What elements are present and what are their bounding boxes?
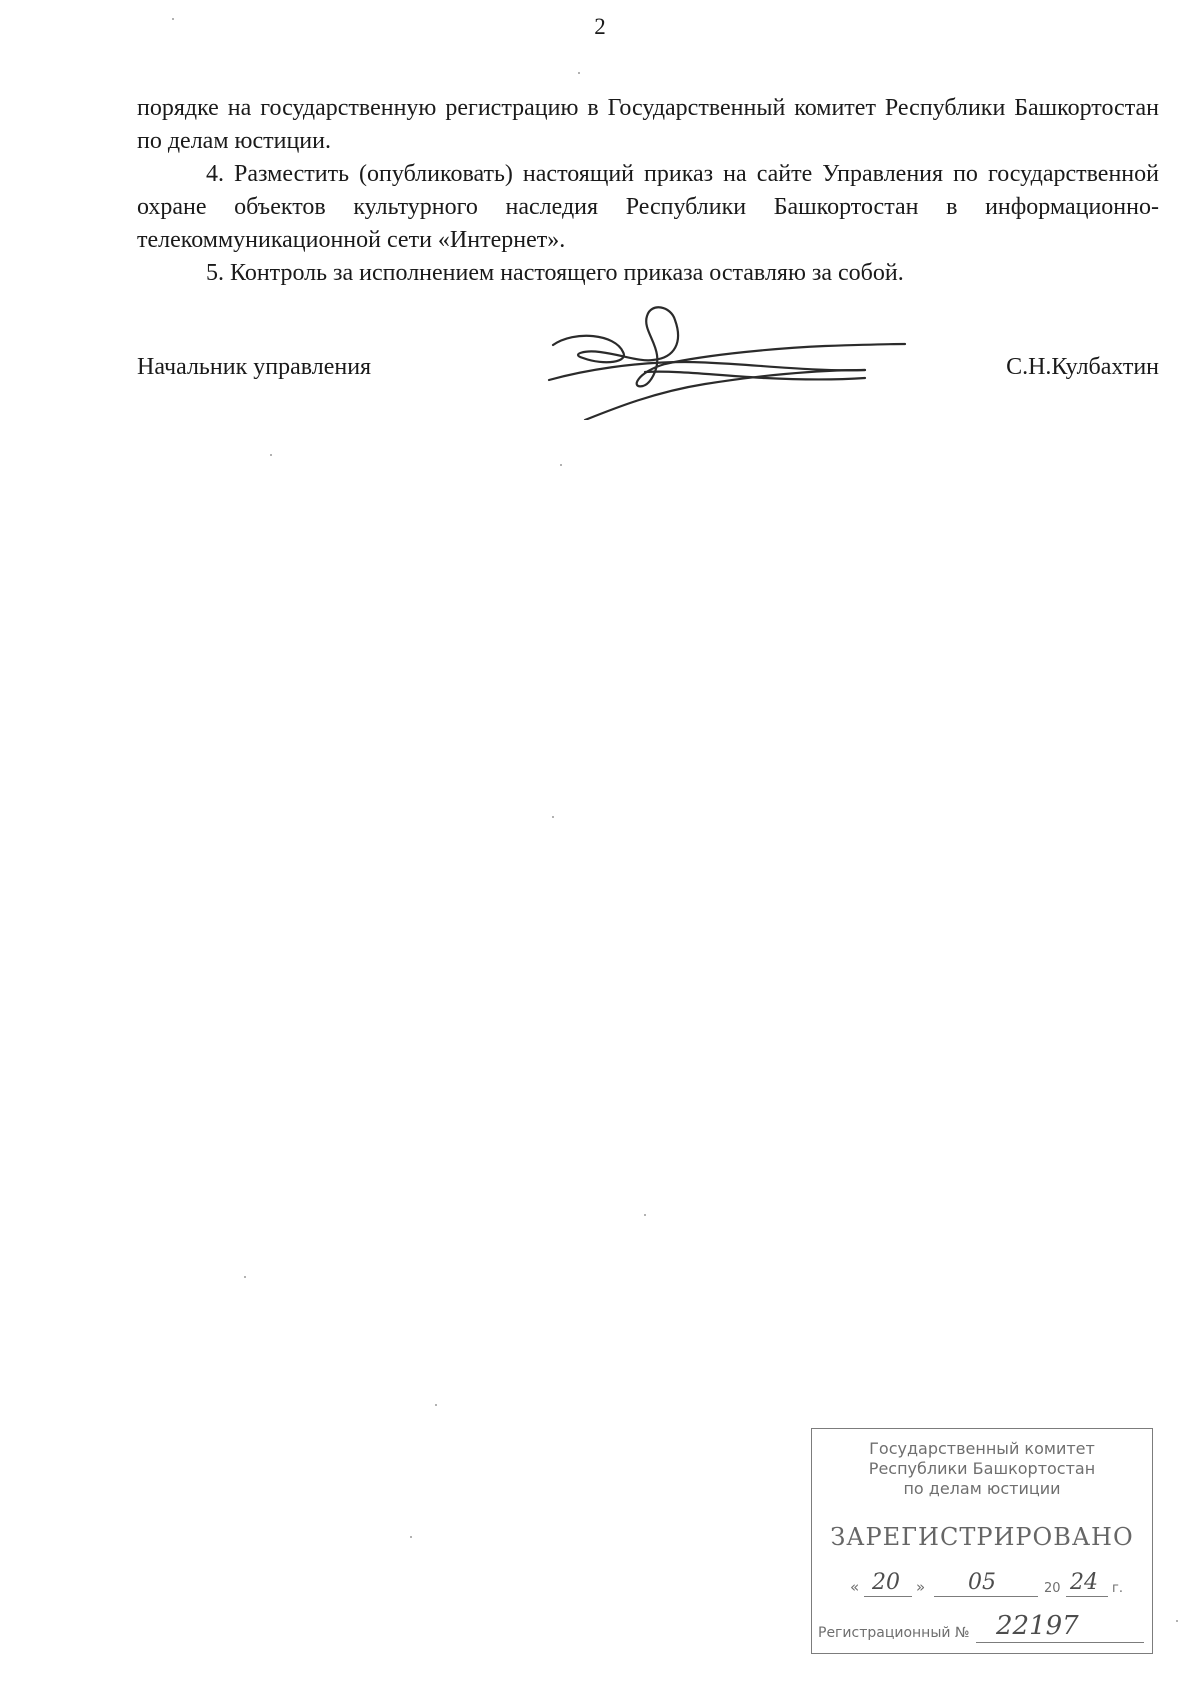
registration-stamp: [811, 1428, 1153, 1654]
stamp-date-day: 20: [872, 1570, 900, 1595]
stamp-registration: [818, 1611, 1144, 1645]
scan-speck: [172, 18, 174, 20]
scan-speck: [1176, 1620, 1178, 1622]
page-number: 2: [594, 14, 606, 39]
stamp-date-year: 24: [1070, 1570, 1098, 1595]
stamp-reg-number: 22197: [996, 1611, 1079, 1641]
signature-image: [525, 300, 945, 420]
stamp-org-line: Государственный комитет: [869, 1439, 1095, 1458]
scan-speck: [552, 816, 554, 818]
stamp-date-month: 05: [968, 1570, 996, 1595]
stamp-status: ЗАРЕГИСТРИРОВАНО: [830, 1523, 1134, 1551]
document-body: [137, 92, 1159, 290]
scan-speck: [410, 1536, 412, 1538]
scan-speck: [644, 1214, 646, 1216]
day-underline: [864, 1596, 912, 1597]
signatory-title: Начальник управления: [137, 354, 372, 380]
scan-speck: [560, 464, 562, 466]
stamp-org-line: Республики Башкортостан: [868, 1459, 1096, 1478]
paragraph-continuation: порядке на государственную регистрацию в Государственный комитет Республики Башкортостан по делам юстиции.: [137, 95, 1159, 154]
scan-speck: [578, 72, 580, 74]
scan-speck: [435, 1404, 437, 1406]
scan-speck: [244, 1276, 246, 1278]
signatory-name: С.Н.Кулбахтин: [1006, 354, 1159, 380]
reg-underline: [976, 1642, 1144, 1643]
paragraph-item-5: 5. Контроль за исполнением настоящего приказа оставляю за собой.: [206, 260, 904, 286]
stamp-date-year-unit: г.: [1112, 1581, 1123, 1596]
stamp-org-line: по делам юстиции: [903, 1479, 1061, 1498]
year-underline: [1066, 1596, 1108, 1597]
close-quote: »: [916, 1578, 926, 1596]
month-underline: [934, 1596, 1038, 1597]
paragraph-item-4: 4. Разместить (опубликовать) настоящий приказ на сайте Управления по государственной охране объектов культурного наследия Республики Башкортостан в информационно-телекоммуникационной сети «Интернет».: [137, 161, 1159, 253]
scan-speck: [270, 454, 272, 456]
stamp-reg-label: Регистрационный №: [818, 1625, 970, 1641]
stamp-organization: [812, 1439, 1152, 1499]
stamp-date-year-prefix: 20: [1044, 1581, 1061, 1596]
open-quote: «: [850, 1578, 860, 1596]
stamp-date: [840, 1569, 1140, 1599]
